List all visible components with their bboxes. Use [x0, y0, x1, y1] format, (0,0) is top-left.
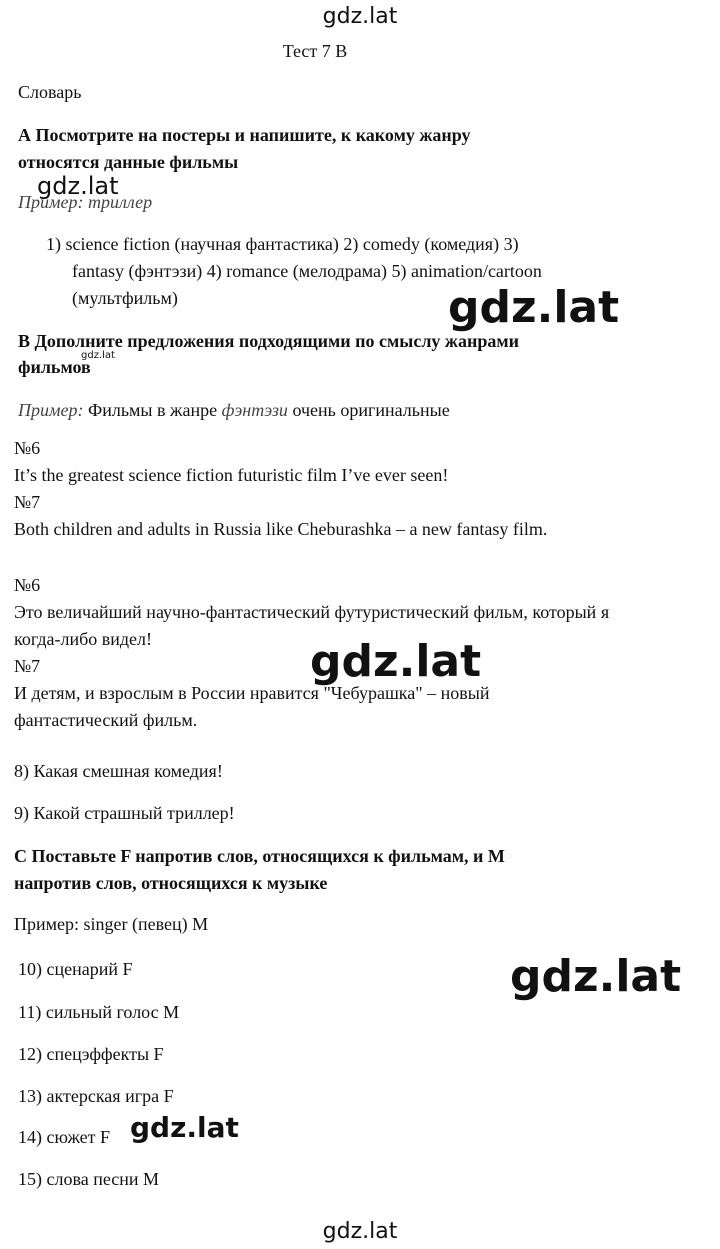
section-b-heading-line1: В Дополните предложения подходящими по смыслу жанрами — [18, 331, 519, 351]
item-9: 9) Какой страшный триллер! — [14, 803, 235, 823]
section-a-answer-line3: (мультфильм) — [72, 288, 178, 308]
section-a-answer-line1: 1) science fiction (научная фантастика) 2) comedy (комедия) 3) — [46, 234, 519, 254]
list-item: 15) слова песни М — [18, 1169, 160, 1189]
item-8: 8) Какая смешная комедия! — [14, 761, 223, 781]
watermark-small-a: gdz.lat — [37, 172, 119, 200]
section-c-example: Пример: singer (певец) М — [14, 914, 209, 934]
ru-item-7-number: №7 — [14, 656, 41, 676]
vocab-label: Словарь — [18, 82, 82, 102]
watermark-top: gdz.lat — [322, 4, 398, 29]
list-item: 10) сценарий F — [18, 959, 133, 979]
en-item-7-number: №7 — [14, 492, 41, 512]
section-a-heading-line1: А Посмотрите на постеры и напишите, к какому жанру — [18, 125, 471, 145]
en-item-6-number: №6 — [14, 438, 41, 458]
example-label: Пример: — [18, 400, 84, 420]
section-c-heading-line1: С Поставьте F напротив слов, относящихся к фильмам, и М — [14, 846, 505, 866]
watermark-large-a: gdz.lat — [448, 282, 620, 333]
list-item: 11) сильный голос М — [18, 1002, 180, 1022]
page-title: Тест 7 В — [282, 41, 348, 61]
example-post: очень оригинальные — [292, 400, 450, 420]
watermark-tiny: gdz.lat — [81, 350, 115, 361]
section-a-heading-line2: относятся данные фильмы — [18, 152, 239, 172]
en-item-7-text: Both children and adults in Russia like Cheburashka – a new fantasy film. — [14, 519, 548, 539]
section-c-heading-line2: напротив слов, относящихся к музыке — [14, 873, 328, 893]
en-item-6-text: It’s the greatest science fiction futuristic film I’ve ever seen! — [14, 465, 449, 485]
watermark-large-c: gdz.lat — [510, 951, 682, 1002]
list-item: 14) сюжет F — [18, 1127, 111, 1147]
ru-item-7-line2: фантастический фильм. — [14, 710, 198, 730]
watermark-medium: gdz.lat — [130, 1111, 239, 1144]
section-a-answer-line2: fantasy (фэнтэзи) 4) romance (мелодрама) 5) animation/cartoon — [72, 261, 542, 281]
list-item: 13) актерская игра F — [18, 1086, 174, 1106]
section-a-example: Пример: триллер — [18, 192, 153, 212]
ru-item-6-line1: Это величайший научно-фантастический футуристический фильм, который я — [14, 602, 610, 622]
example-pre: Фильмы в жанре — [87, 400, 218, 420]
ru-item-6-number: №6 — [14, 575, 41, 595]
ru-item-6-line2: когда-либо видел! — [14, 629, 152, 649]
section-b-heading-line2: фильмов — [18, 357, 91, 377]
section-b-example — [18, 400, 450, 421]
example-word: фэнтэзи — [221, 400, 288, 420]
ru-item-7-line1: И детям, и взрослым в России нравится "Чебурашка" – новый — [14, 683, 490, 703]
watermark-bottom: gdz.lat — [322, 1219, 398, 1244]
list-item: 12) спецэффекты F — [18, 1044, 164, 1064]
watermark-large-b: gdz.lat — [310, 636, 482, 687]
